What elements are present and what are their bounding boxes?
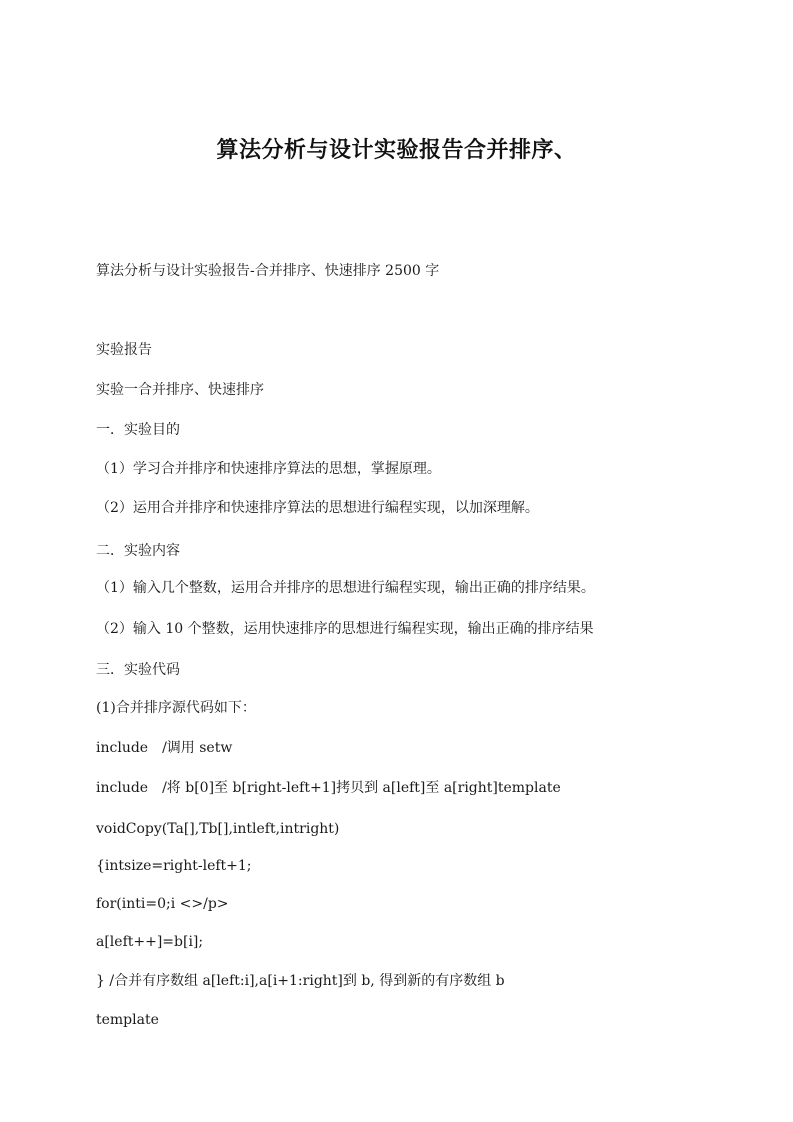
section-heading-content: 二．实验内容 [96, 543, 180, 559]
code-line: include /将 b[0]至 b[right-left+1]拷贝到 a[left]至 a[right]template [96, 780, 561, 796]
code-line: } /合并有序数组 a[left:i],a[i+1:right]到 b, 得到新的有序数组 b [96, 973, 505, 989]
heading-report: 实验报告 [96, 342, 152, 358]
code-intro: (1)合并排序源代码如下： [96, 700, 256, 716]
content-item-1: （1）输入几个整数，运用合并排序的思想进行编程实现，输出正确的排序结果。 [96, 580, 595, 596]
content-item-2: （2）输入 10 个整数，运用快速排序的思想进行编程实现，输出正确的排序结果 [96, 621, 594, 637]
code-line: a[left++]=b[i]; [96, 934, 204, 950]
code-line: include /调用 setw [96, 740, 233, 756]
code-line: voidCopy(Ta[],Tb[],intleft,intright) [96, 821, 340, 837]
purpose-item-1: （1）学习合并排序和快速排序算法的思想，掌握原理。 [96, 461, 441, 477]
document-title: 算法分析与设计实验报告合并排序、 [216, 138, 577, 163]
purpose-item-2: （2）运用合并排序和快速排序算法的思想进行编程实现，以加深理解。 [96, 500, 539, 516]
document-subtitle: 算法分析与设计实验报告-合并排序、快速排序 2500 字 [96, 263, 440, 279]
heading-experiment-one: 实验一合并排序、快速排序 [96, 382, 264, 398]
section-heading-code: 三．实验代码 [96, 662, 180, 678]
section-heading-purpose: 一．实验目的 [96, 422, 180, 438]
code-line: for(inti=0;i <>/p> [96, 896, 229, 912]
code-line: template [96, 1012, 159, 1028]
code-line: {intsize=right-left+1; [96, 858, 252, 874]
